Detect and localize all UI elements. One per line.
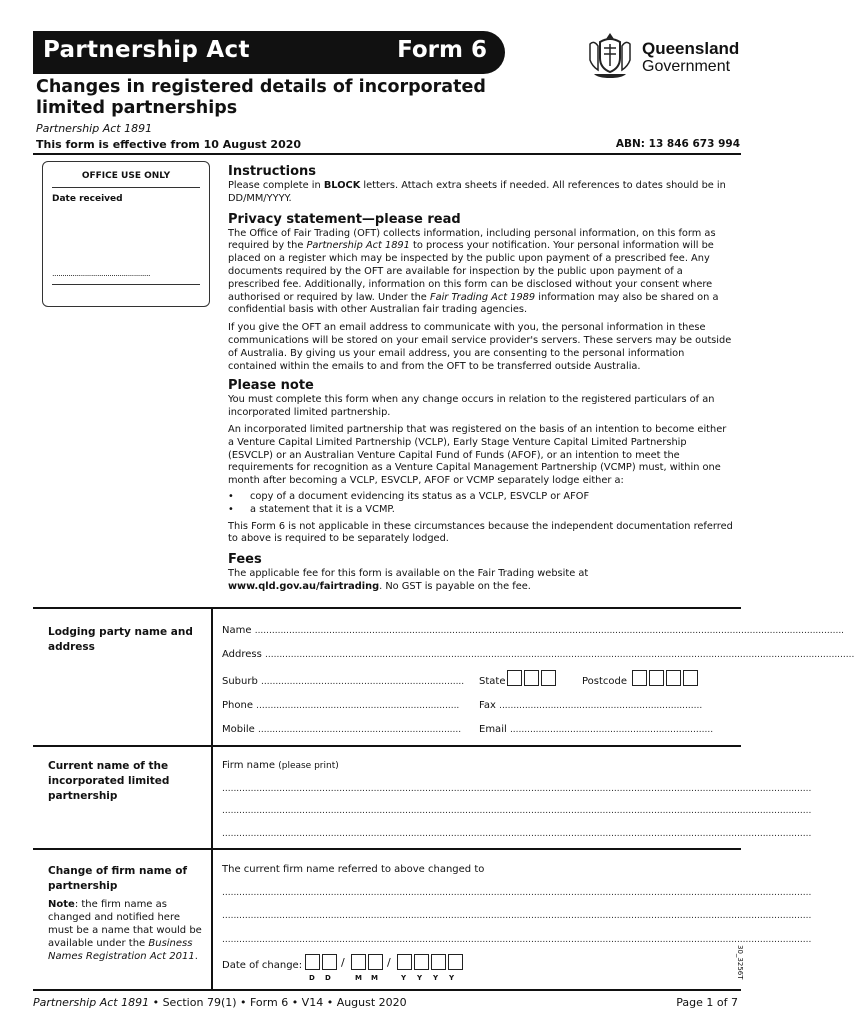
phone-dots: ....................................................................... — [256, 701, 460, 711]
char-box[interactable] — [541, 670, 556, 686]
new-name-line-3[interactable]: .............................................................................................................................................................................................................. — [222, 935, 812, 945]
privacy-paragraph-1 — [228, 228, 733, 318]
char-box[interactable] — [397, 954, 412, 970]
date-sep-2: / — [387, 956, 391, 969]
instructions-block — [228, 164, 733, 594]
date-hint-y1: Y — [401, 974, 407, 982]
firm-name-label — [222, 760, 339, 771]
postcode-label: Postcode — [582, 676, 628, 687]
date-hint-y2: Y — [417, 974, 423, 982]
char-box[interactable] — [632, 670, 647, 686]
logo-queensland: Queensland — [642, 39, 740, 58]
office-dots: ................................................ — [52, 269, 151, 278]
privacy-p1a: The Office of Fair Trading (OFT) collects information, including personal information, on this form as required by the — [228, 227, 716, 252]
logo-government: Government — [642, 58, 731, 75]
section-divider — [33, 607, 741, 609]
instr-part-2: letters. Attach extra sheets if needed. All references to dates should be in DD/MM/YYYY. — [228, 180, 726, 204]
effective-date: This form is effective from 10 August 2020 — [36, 138, 302, 151]
title-line-1: Changes in registered details of incorporated — [36, 77, 486, 97]
date-hint-y3: Y — [433, 974, 439, 982]
firm-name-line-2[interactable]: .............................................................................................................................................................................................................. — [222, 806, 812, 816]
date-hint-m2: M — [371, 974, 378, 982]
address-field[interactable] — [222, 649, 854, 660]
address-label: Address — [222, 649, 262, 660]
section-divider — [33, 848, 741, 850]
date-hint-d2: D — [325, 974, 331, 982]
title-line-2: limited partnerships — [36, 98, 238, 118]
privacy-p1c: information may also be shared on a confidential basis with other Australian fair trading agencies. — [228, 291, 719, 316]
office-use-heading: OFFICE USE ONLY — [81, 171, 171, 181]
change-name-label: Change of firm name of partnership — [48, 865, 188, 892]
change-name-note — [48, 898, 208, 963]
privacy-p1b: to process your notification. Your personal information will be placed on a register which may be inspected by the public upon payment of a prescribed fee. Any documents required by the OFT are available for inspection by the public upon payment of a prescribed fee. Additionally, information on this form can be disclosed without your consent where authorised or required by law. Under the — [228, 240, 714, 303]
fees-text-1: The applicable fee for this form is available on the Fair Trading website at — [228, 568, 589, 580]
note-paragraph-3: This Form 6 is not applicable in these circumstances because the independent documentation referred to above is required to be separately lodged. — [228, 520, 733, 545]
email-field[interactable] — [479, 724, 731, 735]
suburb-field[interactable] — [222, 676, 465, 687]
year-boxes[interactable] — [397, 954, 465, 970]
day-boxes[interactable] — [305, 954, 339, 970]
char-box[interactable] — [683, 670, 698, 686]
fees-heading: Fees — [228, 552, 262, 568]
firm-name-text: Firm name — [222, 760, 276, 771]
new-name-line-2[interactable]: .............................................................................................................................................................................................................. — [222, 911, 812, 921]
bullet-2-text: a statement that it is a VCMP. — [250, 503, 395, 515]
office-divider-2 — [52, 284, 200, 285]
date-of-change-input[interactable] — [305, 954, 505, 982]
mobile-label: Mobile — [222, 724, 255, 735]
abn: ABN: 13 846 673 994 — [615, 138, 740, 150]
column-divider — [211, 607, 213, 990]
section-divider — [33, 989, 741, 991]
fees-url-link[interactable]: www.qld.gov.au/fairtrading — [228, 580, 380, 592]
form-number: Form 6 — [397, 37, 487, 63]
new-name-line-1[interactable]: .............................................................................................................................................................................................................. — [222, 888, 812, 898]
char-box[interactable] — [414, 954, 429, 970]
char-box[interactable] — [431, 954, 446, 970]
state-boxes[interactable] — [507, 670, 558, 686]
privacy-paragraph-2: If you give the OFT an email address to communicate with you, the personal information in these communications will be stored on your email service provider's servers. These servers may be outside of Australia. By giving us your email address, you are consenting to the personal information contained within the emails to and from the OFT to be transferred outside Australia. — [228, 322, 732, 372]
phone-field[interactable] — [222, 700, 462, 711]
fees-text-2: . No GST is payable on the fee. — [379, 580, 531, 592]
char-box[interactable] — [305, 954, 320, 970]
email-dots: ....................................................................... — [509, 725, 714, 735]
instructions-text — [228, 180, 733, 206]
footer-rest: • Section 79(1) • Form 6 • V14 • August 2020 — [149, 996, 407, 1009]
note-paragraph-1: You must complete this form when any change occurs in relation to the registered particulars of an incorporated limited partnership. — [228, 394, 715, 419]
state-field — [479, 676, 505, 687]
date-hint-d1: D — [309, 974, 315, 982]
mobile-field[interactable] — [222, 724, 462, 735]
char-box[interactable] — [368, 954, 383, 970]
state-label: State — [479, 676, 506, 687]
act-reference: Partnership Act 1891 — [36, 122, 153, 135]
please-note-heading: Please note — [228, 378, 314, 394]
bullet-1-text: copy of a document evidencing its status as a VCLP, ESVCLP or AFOF — [250, 490, 590, 502]
phone-label: Phone — [222, 700, 253, 711]
form-title — [36, 77, 496, 119]
bullet-icon: • — [228, 490, 234, 502]
bullet-icon: • — [228, 503, 234, 515]
date-hint-y4: Y — [449, 974, 455, 982]
date-of-change-label: Date of change: — [222, 960, 303, 971]
current-name-label: Current name of the incorporated limited partnership — [48, 760, 170, 802]
act-title: Partnership Act — [43, 37, 250, 63]
note-bold: Note — [48, 899, 75, 910]
changed-to-label: The current firm name referred to above changed to — [222, 864, 485, 875]
char-box[interactable] — [666, 670, 681, 686]
firm-name-line-3[interactable]: .............................................................................................................................................................................................................. — [222, 829, 812, 839]
lodging-party-label: Lodging party name and address — [48, 626, 193, 653]
suburb-dots: ....................................................................... — [261, 677, 465, 687]
office-divider — [52, 187, 200, 188]
date-hint-m1: M — [355, 974, 362, 982]
char-box[interactable] — [351, 954, 366, 970]
name-dots: .............................................................................................................................................................................................................. — [254, 626, 845, 636]
month-boxes[interactable] — [351, 954, 385, 970]
note-text: : the firm name as changed and notified here must be a name that would be available under the — [48, 899, 202, 949]
privacy-p1-italic1: Partnership Act 1891 — [306, 240, 410, 252]
footer-act: Partnership Act 1891 — [33, 996, 150, 1009]
char-box[interactable] — [507, 670, 522, 686]
name-field[interactable] — [222, 625, 845, 636]
qld-government-logo — [586, 30, 746, 80]
instr-bold: BLOCK — [323, 180, 361, 191]
list-item — [228, 504, 733, 517]
instructions-heading: Instructions — [228, 164, 317, 179]
firm-name-line-1[interactable]: .............................................................................................................................................................................................................. — [222, 784, 812, 794]
list-item — [228, 491, 733, 504]
fees-paragraph — [228, 568, 733, 594]
note-paragraph-2: An incorporated limited partnership that was registered on the basis of an intention to become either a Venture Capital Limited Partnership (VCLP), Early Stage Venture Capital Limited Partnership (ESVCLP) or an Australian Venture Capital Fund of Funds (AFOF), or an intention to meet the requirements for recognition as a Venture Capital Management Partnership (VCMP) must, within one month after becoming a VCLP, ESVCLP, AFOF or VCMP separately lodge either a: — [228, 423, 727, 487]
please-print-text: (please print) — [278, 761, 339, 771]
instr-part-1: Please complete in — [228, 180, 324, 191]
email-label: Email — [479, 724, 507, 735]
privacy-heading: Privacy statement—please read — [228, 211, 461, 227]
fax-dots: ....................................................................... — [499, 701, 703, 711]
char-box[interactable] — [322, 954, 337, 970]
char-box[interactable] — [524, 670, 539, 686]
char-box[interactable] — [649, 670, 664, 686]
section-divider — [33, 745, 741, 747]
char-box[interactable] — [448, 954, 463, 970]
page-number: Page 1 of 7 — [676, 996, 738, 1009]
address-dots: .............................................................................................................................................................................................................. — [265, 650, 854, 660]
mobile-dots: ....................................................................... — [258, 725, 462, 735]
suburb-label: Suburb — [222, 676, 258, 687]
header-divider — [33, 153, 741, 155]
postcode-boxes[interactable] — [632, 670, 700, 686]
privacy-p1-italic2: Fair Trading Act 1989 — [429, 291, 536, 303]
date-received-label: Date received — [52, 194, 123, 204]
form-code: 30_3256T — [736, 945, 744, 980]
header-banner — [33, 31, 505, 74]
date-sep-1: / — [341, 956, 345, 969]
note-end: . — [194, 951, 198, 962]
fax-field[interactable] — [479, 700, 731, 711]
name-label: Name — [222, 625, 252, 636]
note-italic: Business Names Registration Act 2011 — [48, 938, 195, 962]
coat-of-arms-icon — [586, 30, 634, 80]
office-use-box — [42, 161, 210, 307]
footer-reference — [33, 996, 407, 1009]
fax-label: Fax — [479, 700, 496, 711]
postcode-field — [582, 676, 627, 687]
